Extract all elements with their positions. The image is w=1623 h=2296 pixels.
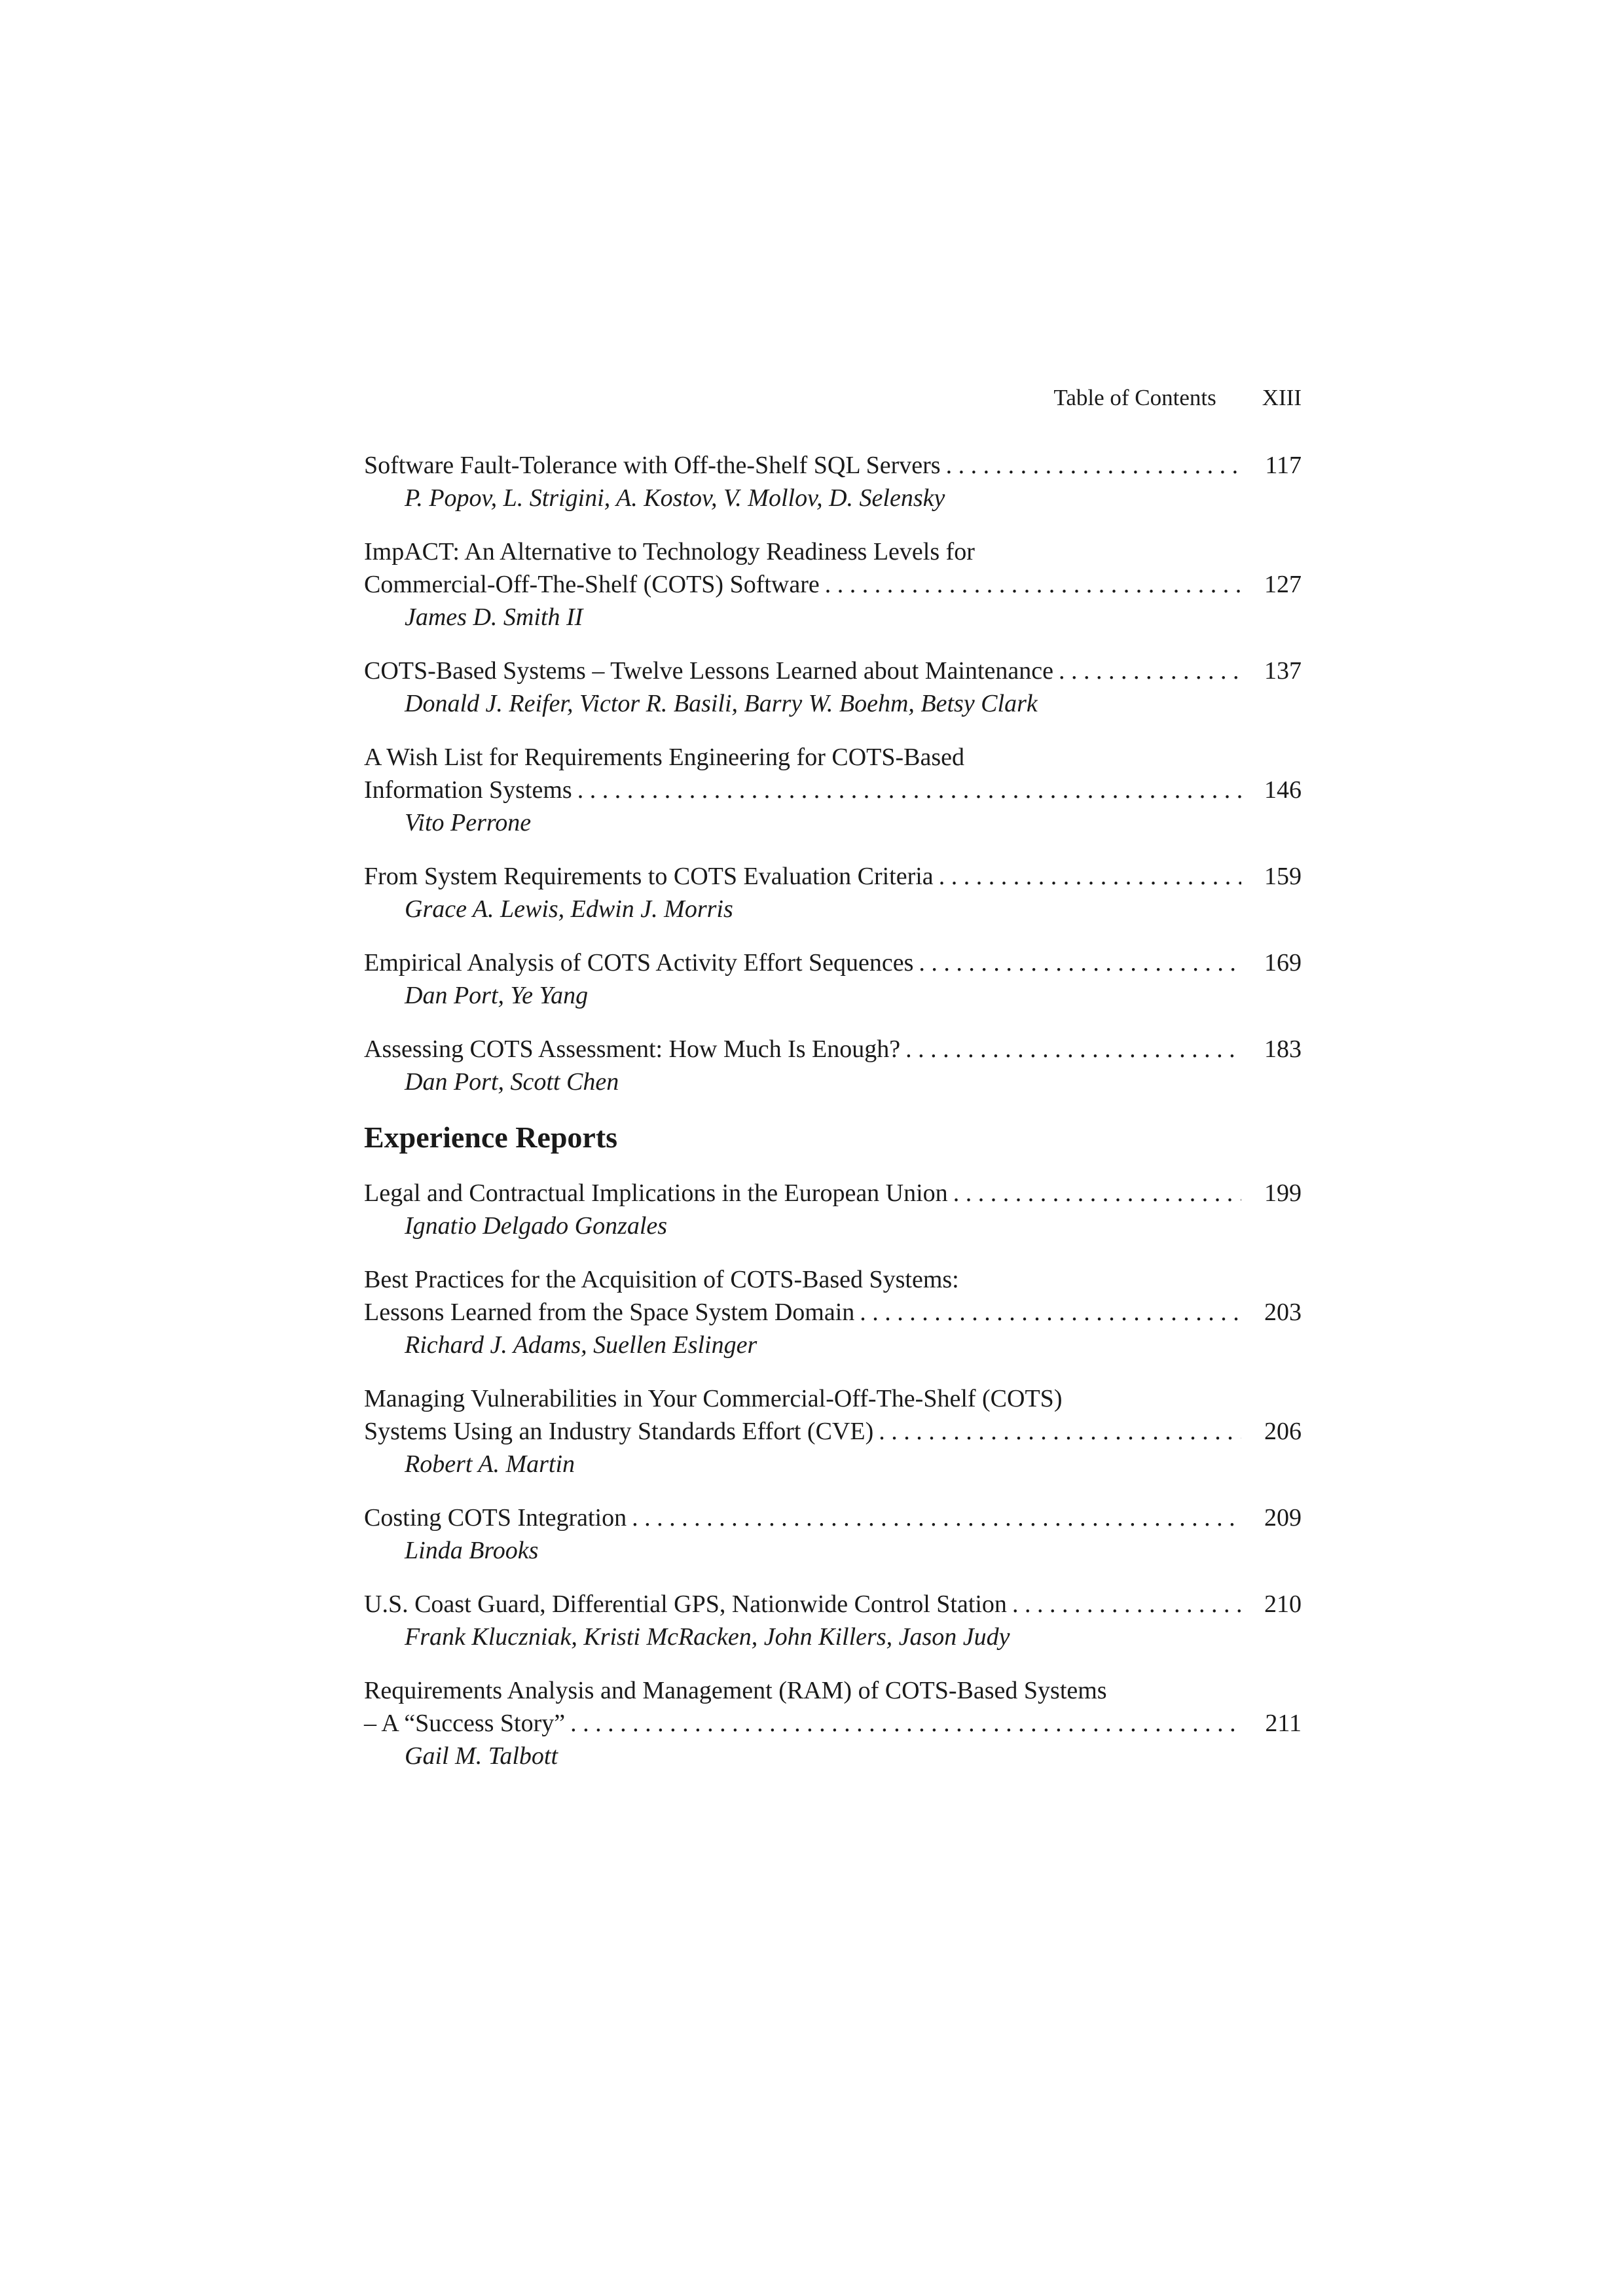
entry-authors: Frank Kluczniak, Kristi McRacken, John Killers, Jason Judy — [405, 1623, 1010, 1651]
entry-title: COTS-Based Systems – Twelve Lessons Learned about Maintenance — [364, 657, 1054, 685]
entry-title-leader-line — [364, 860, 1302, 893]
entry-title-leader-line — [364, 1707, 1302, 1740]
entry-title-leader-line — [364, 1415, 1302, 1448]
dot-leader — [854, 1296, 1241, 1329]
dot-leader — [1007, 1588, 1241, 1621]
entry-title-leader-line — [364, 1296, 1302, 1329]
entry-authors: Gail M. Talbott — [405, 1742, 558, 1770]
entry-page-number: 211 — [1265, 1710, 1302, 1737]
toc-entries-group-b — [364, 1177, 1302, 1772]
toc-entries-group-a — [364, 449, 1302, 1098]
toc-entry[interactable] — [364, 946, 1302, 1012]
entry-page-number: 159 — [1264, 863, 1302, 890]
entry-title-line: Requirements Analysis and Management (RAM) of COTS-Based Systems — [364, 1677, 1107, 1704]
entry-title: – A “Success Story” — [364, 1710, 566, 1737]
dot-leader — [913, 946, 1241, 979]
entry-authors: Linda Brooks — [405, 1537, 539, 1564]
entry-title-line: Managing Vulnerabilities in Your Commercial-Off-The-Shelf (COTS) — [364, 1385, 1063, 1412]
running-head-label: Table of Contents — [1053, 385, 1216, 410]
toc-entry[interactable] — [364, 535, 1302, 634]
entry-title: Assessing COTS Assessment: How Much Is Enough? — [364, 1035, 901, 1063]
entry-title-line: Best Practices for the Acquisition of COTS-Based Systems: — [364, 1266, 959, 1293]
section-heading: Experience Reports — [364, 1121, 618, 1154]
toc-entry[interactable] — [364, 1263, 1302, 1361]
entry-title-leader-line — [364, 946, 1302, 979]
entry-title: Lessons Learned from the Space System Domain — [364, 1299, 855, 1326]
entry-title-leader-line — [364, 1033, 1302, 1066]
entry-page-number: 210 — [1264, 1590, 1302, 1618]
running-head — [1053, 385, 1302, 411]
dot-leader — [900, 1033, 1241, 1066]
dot-leader — [934, 860, 1241, 893]
entry-authors: Robert A. Martin — [405, 1450, 575, 1478]
entry-page-number: 146 — [1264, 776, 1302, 804]
entry-title: Commercial-Off-The-Shelf (COTS) Software — [364, 571, 820, 598]
entry-authors: Donald J. Reifer, Victor R. Basili, Barry W. Boehm, Betsy Clark — [405, 690, 1038, 717]
entry-authors: Richard J. Adams, Suellen Eslinger — [405, 1331, 757, 1359]
entry-page-number: 117 — [1265, 452, 1302, 479]
toc-entry[interactable] — [364, 449, 1302, 514]
entry-authors: Dan Port, Ye Yang — [405, 982, 589, 1009]
dot-leader — [627, 1501, 1241, 1534]
entry-title: From System Requirements to COTS Evaluation Criteria — [364, 863, 934, 890]
dot-leader — [565, 1707, 1241, 1740]
entry-title-leader-line — [364, 655, 1302, 687]
entry-title: Software Fault-Tolerance with Off-the-Shelf SQL Servers — [364, 452, 941, 479]
toc-entry[interactable] — [364, 1588, 1302, 1653]
entry-title: U.S. Coast Guard, Differential GPS, Nationwide Control Station — [364, 1590, 1007, 1618]
entry-page-number: 203 — [1264, 1299, 1302, 1326]
table-of-contents — [364, 449, 1302, 1793]
entry-title-leader-line — [364, 1501, 1302, 1534]
entry-title: Legal and Contractual Implications in the European Union — [364, 1179, 948, 1207]
entry-title: Information Systems — [364, 776, 572, 804]
entry-title-leader-line — [364, 774, 1302, 806]
toc-entry[interactable] — [364, 860, 1302, 925]
toc-entry[interactable] — [364, 741, 1302, 839]
toc-entry[interactable] — [364, 1382, 1302, 1480]
entry-title: Costing COTS Integration — [364, 1504, 627, 1532]
entry-page-number: 169 — [1264, 949, 1302, 977]
entry-authors: James D. Smith II — [405, 603, 583, 631]
entry-authors: Vito Perrone — [405, 809, 532, 836]
entry-page-number: 127 — [1264, 571, 1302, 598]
entry-page-number: 199 — [1264, 1179, 1302, 1207]
dot-leader — [1053, 655, 1241, 687]
dot-leader — [941, 449, 1241, 482]
entry-authors: P. Popov, L. Strigini, A. Kostov, V. Mollov, D. Selensky — [405, 484, 945, 512]
dot-leader — [572, 774, 1241, 806]
entry-title-line: A Wish List for Requirements Engineering for COTS-Based — [364, 744, 965, 771]
entry-page-number: 183 — [1264, 1035, 1302, 1063]
entry-page-number: 209 — [1264, 1504, 1302, 1532]
entry-title-line: ImpACT: An Alternative to Technology Readiness Levels for — [364, 538, 975, 565]
toc-entry[interactable] — [364, 1674, 1302, 1772]
dot-leader — [820, 568, 1241, 601]
entry-authors: Ignatio Delgado Gonzales — [405, 1212, 668, 1240]
entry-page-number: 206 — [1264, 1418, 1302, 1445]
entry-title: Empirical Analysis of COTS Activity Effort Sequences — [364, 949, 914, 977]
entry-title-leader-line — [364, 1177, 1302, 1210]
entry-title-leader-line — [364, 1588, 1302, 1621]
toc-entry[interactable] — [364, 1033, 1302, 1098]
entry-authors: Dan Port, Scott Chen — [405, 1068, 619, 1096]
toc-entry[interactable] — [364, 1177, 1302, 1242]
entry-page-number: 137 — [1264, 657, 1302, 685]
toc-entry[interactable] — [364, 655, 1302, 720]
dot-leader — [948, 1177, 1241, 1210]
running-head-page-number: XIII — [1262, 385, 1302, 410]
dot-leader — [873, 1415, 1241, 1448]
entry-title-leader-line — [364, 449, 1302, 482]
entry-authors: Grace A. Lewis, Edwin J. Morris — [405, 895, 733, 923]
entry-title-leader-line — [364, 568, 1302, 601]
document-page — [364, 0, 1302, 2296]
toc-entry[interactable] — [364, 1501, 1302, 1567]
entry-title: Systems Using an Industry Standards Effort (CVE) — [364, 1418, 874, 1445]
